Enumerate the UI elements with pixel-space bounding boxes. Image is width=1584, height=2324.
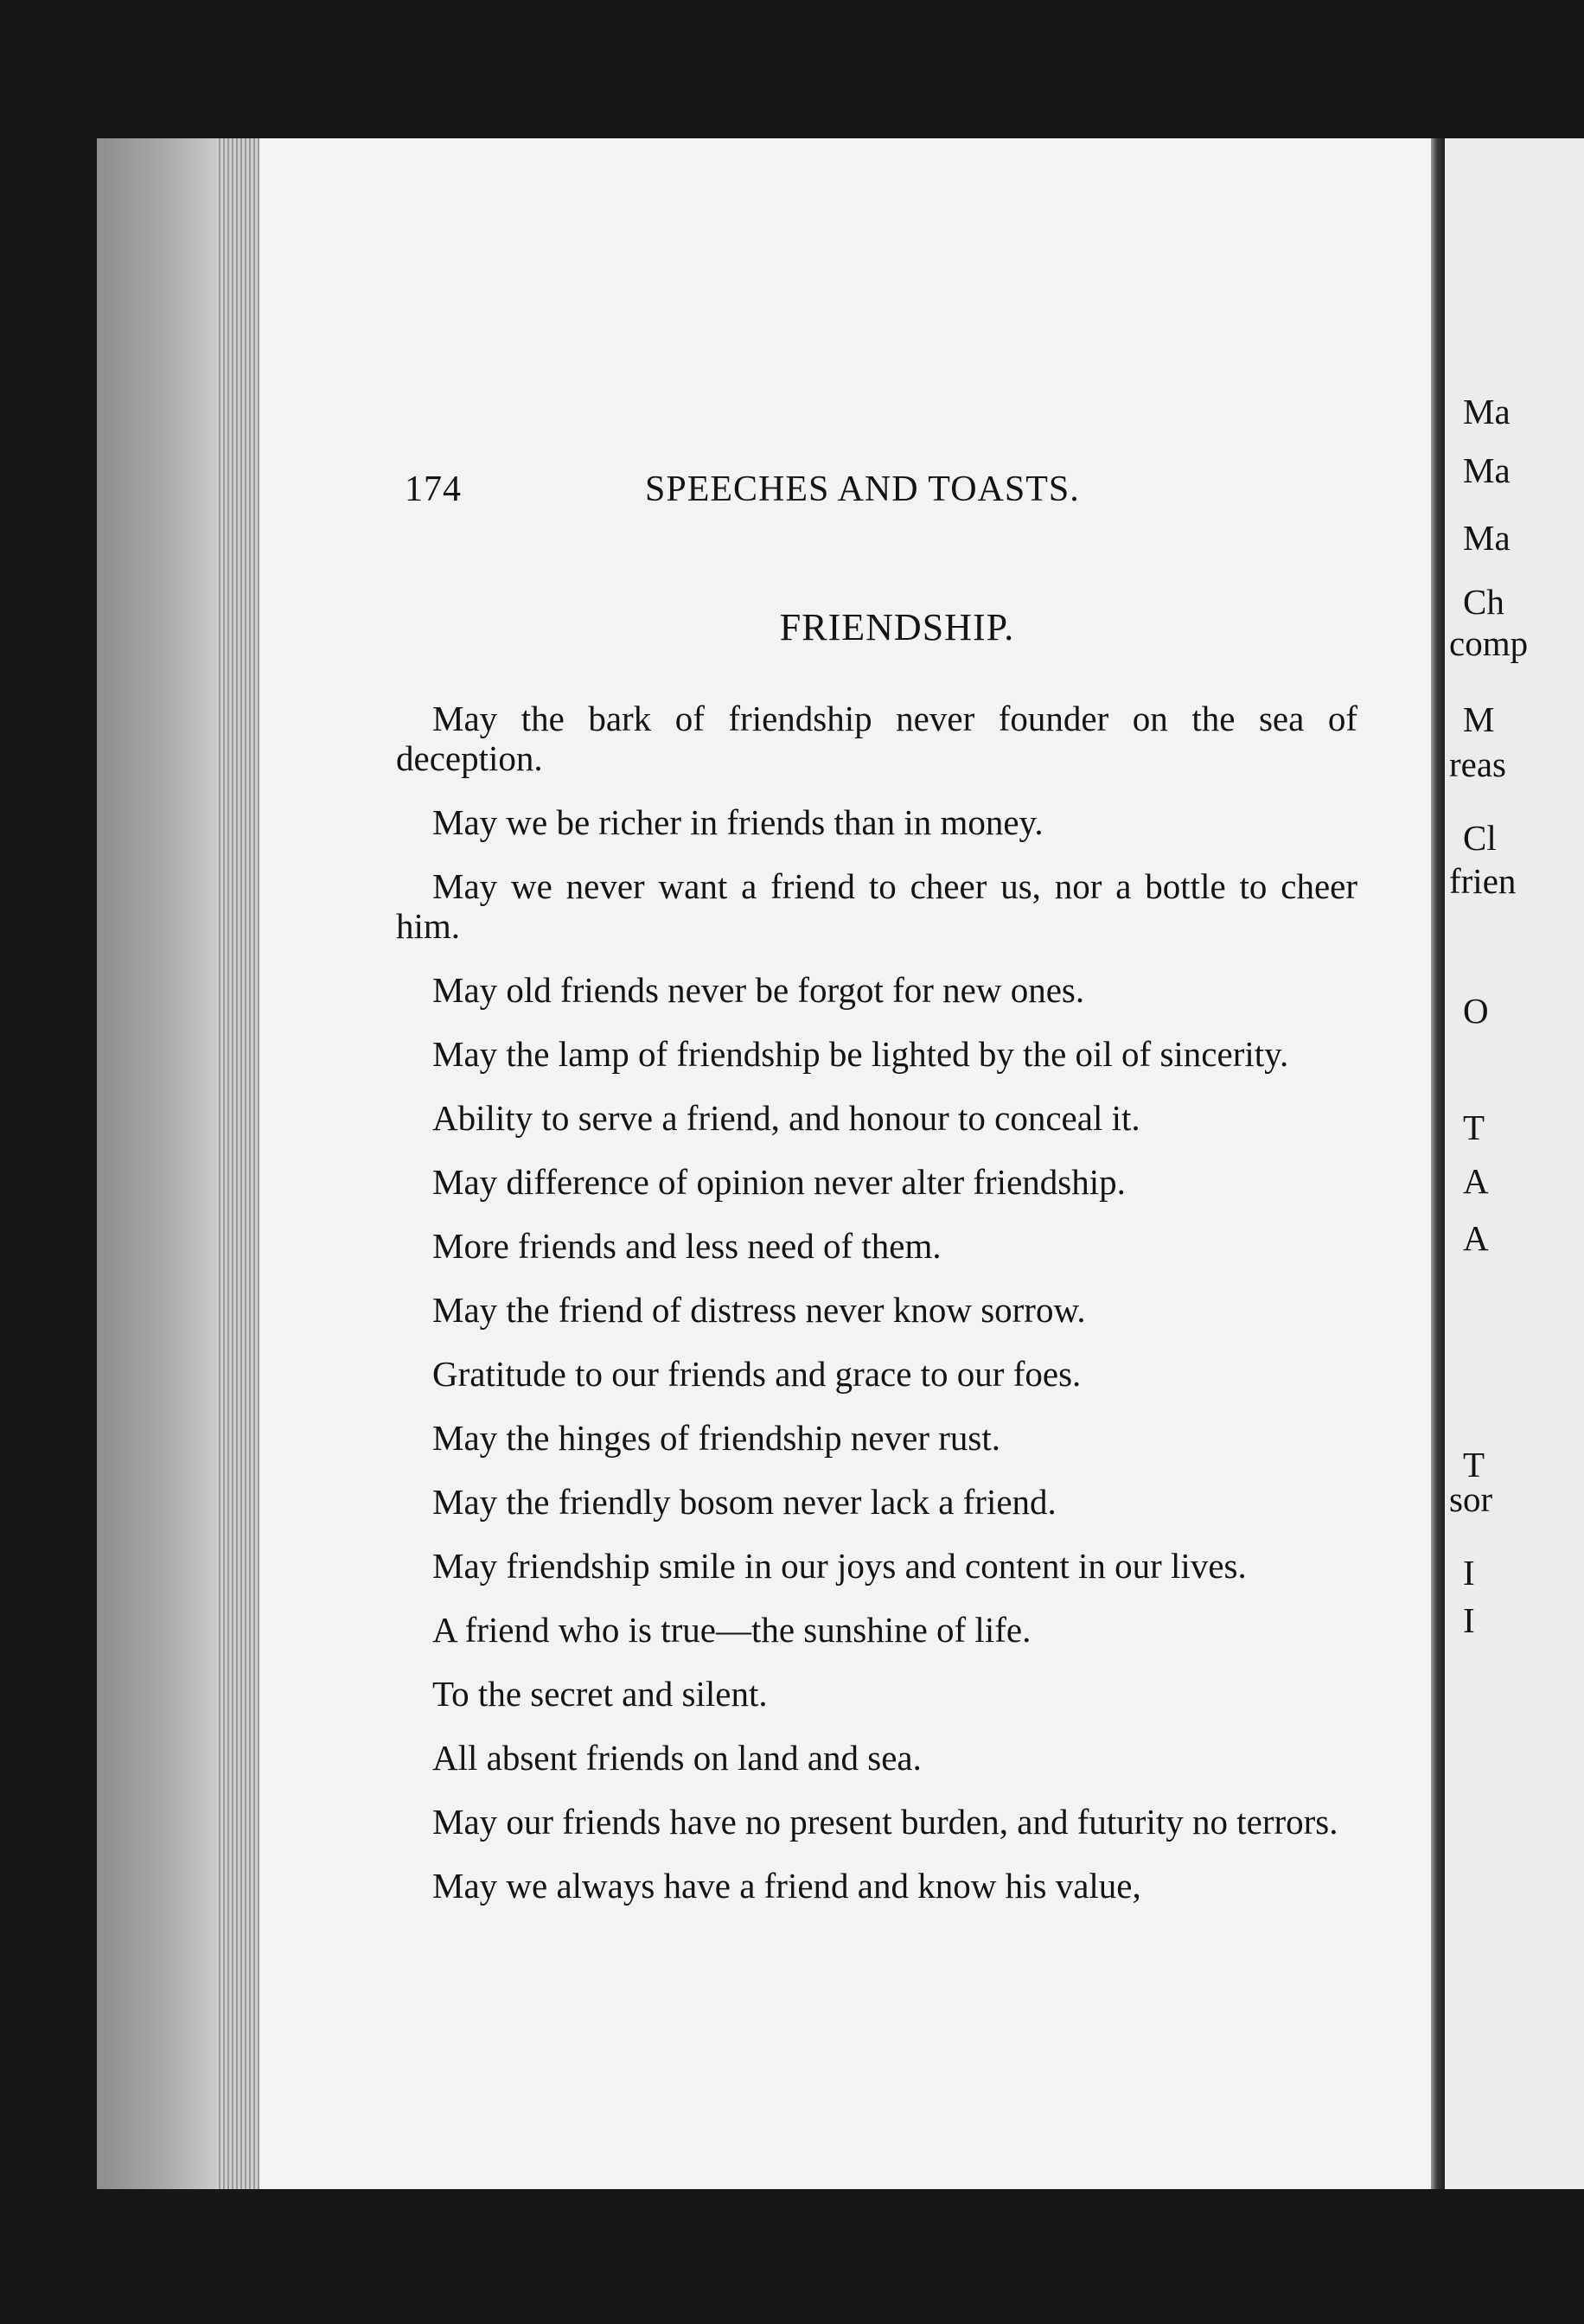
right-page-text-fragment: reas [1449, 744, 1507, 784]
right-page-text-fragment: Ch [1463, 582, 1504, 622]
running-head: SPEECHES AND TOASTS. [645, 469, 1080, 509]
right-page-fragment [1445, 138, 1584, 2189]
right-page-text-fragment: Ma [1463, 392, 1511, 431]
right-page-text-fragment: T [1463, 1108, 1485, 1147]
section-title: FRIENDSHIP. [779, 606, 1015, 648]
toast-line: May the bark of friendship never founder on the sea of deception. [396, 699, 1357, 778]
right-page-text-fragment: sor [1449, 1479, 1493, 1519]
page-number: 174 [405, 469, 462, 509]
toast-line: Ability to serve a friend, and honour to conceal it. [432, 1098, 1140, 1138]
toast-line: Gratitude to our friends and grace to our foes. [432, 1354, 1082, 1394]
toast-line: May the lamp of friendship be lighted by the oil of sincerity. [432, 1034, 1289, 1074]
toast-line: May old friends never be forgot for new ones. [432, 970, 1085, 1010]
right-page-text-fragment: I [1463, 1553, 1475, 1593]
right-page-text-fragment: O [1463, 991, 1489, 1031]
right-page-text-fragment: I [1463, 1600, 1475, 1640]
toast-line: May we never want a friend to cheer us, nor a bottle to cheer him. [396, 866, 1357, 946]
right-page-text-fragment: comp [1449, 623, 1529, 663]
right-page-text-fragment: Cl [1463, 818, 1497, 858]
toast-line: A friend who is true—the sunshine of life. [432, 1610, 1032, 1650]
toast-line: All absent friends on land and sea. [432, 1738, 922, 1778]
right-page-text-fragment: Ma [1463, 518, 1511, 558]
right-page-text-fragment: T [1463, 1445, 1485, 1484]
page-edge-lines [216, 138, 259, 2189]
left-page [259, 138, 1431, 2189]
right-page-text-fragment: A [1463, 1161, 1489, 1201]
toast-list [396, 699, 1357, 1906]
toast-line: More friends and less need of them. [432, 1226, 942, 1266]
toast-line: May our friends have no present burden, and futurity no terrors. [432, 1802, 1338, 1842]
toast-line: May we always have a friend and know his value, [432, 1866, 1141, 1906]
toast-line: May the friendly bosom never lack a friend. [432, 1482, 1057, 1522]
toast-line: May friendship smile in our joys and content in our lives. [432, 1546, 1247, 1586]
toast-line: May the friend of distress never know sorrow. [432, 1290, 1086, 1330]
toast-line: May we be richer in friends than in money. [432, 802, 1044, 842]
right-page-text-fragment: A [1463, 1218, 1489, 1258]
toast-line: To the secret and silent. [432, 1674, 768, 1714]
right-page-text-fragment: frien [1449, 861, 1517, 901]
toast-line: May difference of opinion never alter friendship. [432, 1162, 1126, 1202]
book-gutter [1431, 138, 1445, 2189]
toast-line: May the hinges of friendship never rust. [432, 1418, 1000, 1458]
right-page-text-fragment: M [1463, 699, 1495, 739]
page-header [259, 469, 1431, 520]
right-page-text-fragment: Ma [1463, 450, 1511, 490]
